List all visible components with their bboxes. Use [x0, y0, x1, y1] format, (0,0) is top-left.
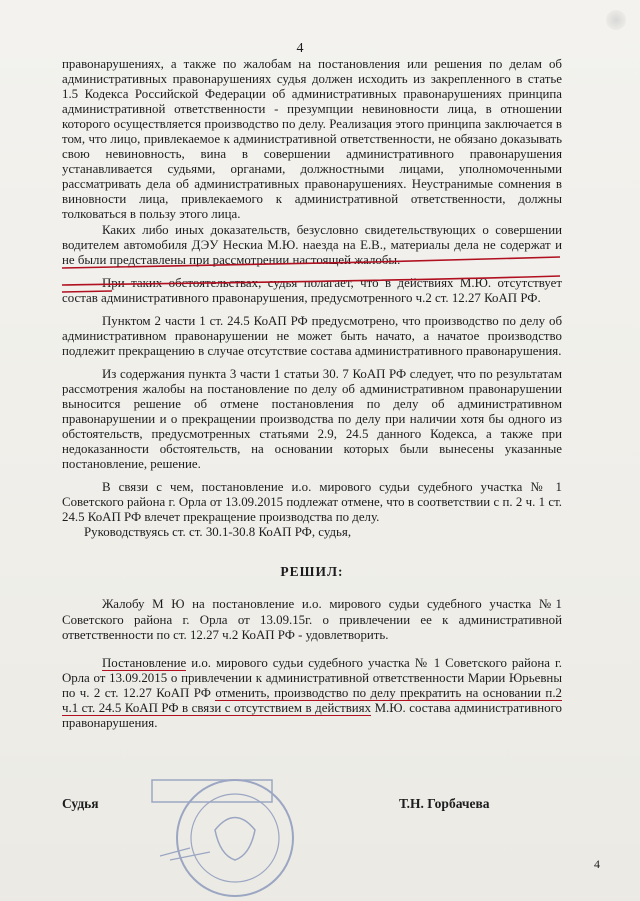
page-number-bottom: 4: [594, 857, 600, 871]
court-seal-icon: [150, 760, 320, 901]
document-body: [62, 57, 562, 731]
resolution-order-end: М.Ю. состава административного правонарушения.: [62, 700, 562, 730]
resolution-order-keyword: Постановление: [102, 655, 187, 670]
paragraph-article-30-7: Из содержания пункта 3 части 1 статьи 30. 7 КоАП РФ следует, что по результатам рассмотрения жалобы на постановление по делу об административном правонарушении выносится решение об отмене постановления по делу об административном правонарушении и о прекращении производства по делу при наличии хотя бы одного из обстоятельств, предусмотренных статьями 2.9, 24.5 данного Кодекса, а также при недоказанности обстоятельств, на основании которых были вынесены указанные постановление, решение.: [62, 366, 562, 472]
paragraph-circumstances: При таких обстоятельствах, судья полагает, что в действиях М.Ю. отсутствует состав административного правонарушения, предусмотренного ч.2 ст. 12.27 КоАП РФ.: [62, 275, 562, 305]
signature-name: Т.Н. Горбачева: [399, 796, 490, 811]
scan-spot: [606, 10, 626, 30]
paragraph-evidence: Каких либо иных доказательств, безусловно свидетельствующих о совершении водителем автомобиля ДЭУ Нескиа М.Ю. наезда на Е.В., материалы дела не содержат и не были представлены при рассмотрении настоящей жалобы.: [62, 222, 562, 267]
resolution-complaint: Жалобу М Ю на постановление и.о. мирового судьи судебного участка №1 Советского района г. Орла от 13.09.15г. о привлечении ее к административной ответственности по ст. 12.27 ч.2 КоАП РФ - удовлетворить.: [62, 597, 562, 642]
resolution-order-cancel: отменить, производство по делу прекратить на основании п.2 ч.1 ст. 24.5 КоАП РФ в связи с отсутствием в действиях: [62, 685, 562, 715]
paragraph-cancellation: В связи с чем, постановление и.о. мирового судьи судебного участка № 1 Советского района г. Орла от 13.09.2015 подлежат отмене, что в соответствии с п. 2 ч. 1 ст. 24.5 КоАП РФ влечет прекращение производства по делу.: [62, 480, 562, 525]
decision-heading: РЕШИЛ:: [280, 564, 344, 580]
paragraph-article-24-5: Пунктом 2 части 1 ст. 24.5 КоАП РФ предусмотрено, что производство по делу об административном правонарушении не может быть начато, а начатое производство подлежит прекращению в случае отсутствие состава административного правонарушения.: [62, 313, 562, 358]
resolution-order-text: и.о. мирового судьи судебного участка № 1 Советского района г. Орла от 13.09.2015 о привлечении к административной ответственности Марии Юрьевны по ч. 2 ст. 12.27 КоАП РФ: [62, 655, 562, 700]
page-number-top: 4: [296, 41, 304, 56]
paragraph-guided-by: Руководствуясь ст. ст. 30.1-30.8 КоАП РФ, судья,: [84, 525, 352, 540]
resolution-order: [62, 656, 562, 731]
paragraph-presumption: правонарушениях, а также по жалобам на постановления или решения по делам об административных правонарушениях судья должен исходить из закрепленного в статье 1.5 Кодекса Российской Федерации об административных правонарушениях принципа административной ответственности - презумпции невиновности лица, в отношении которого осуществляется производство по делу. Реализация этого принципа заключается в том, что лицо, привлекаемое к административной ответственности, не обязано доказывать свою невиновность, вина в совершении административного правонарушения устанавливается судьями, органами, должностными лицами, уполномоченными рассматривать дела об административных правонарушениях. Неустранимые сомнения в виновности лица, привлекаемого к административной ответственности, должны толковаться в пользу этого лица.: [62, 57, 562, 222]
signature-role: Судья: [62, 796, 99, 811]
